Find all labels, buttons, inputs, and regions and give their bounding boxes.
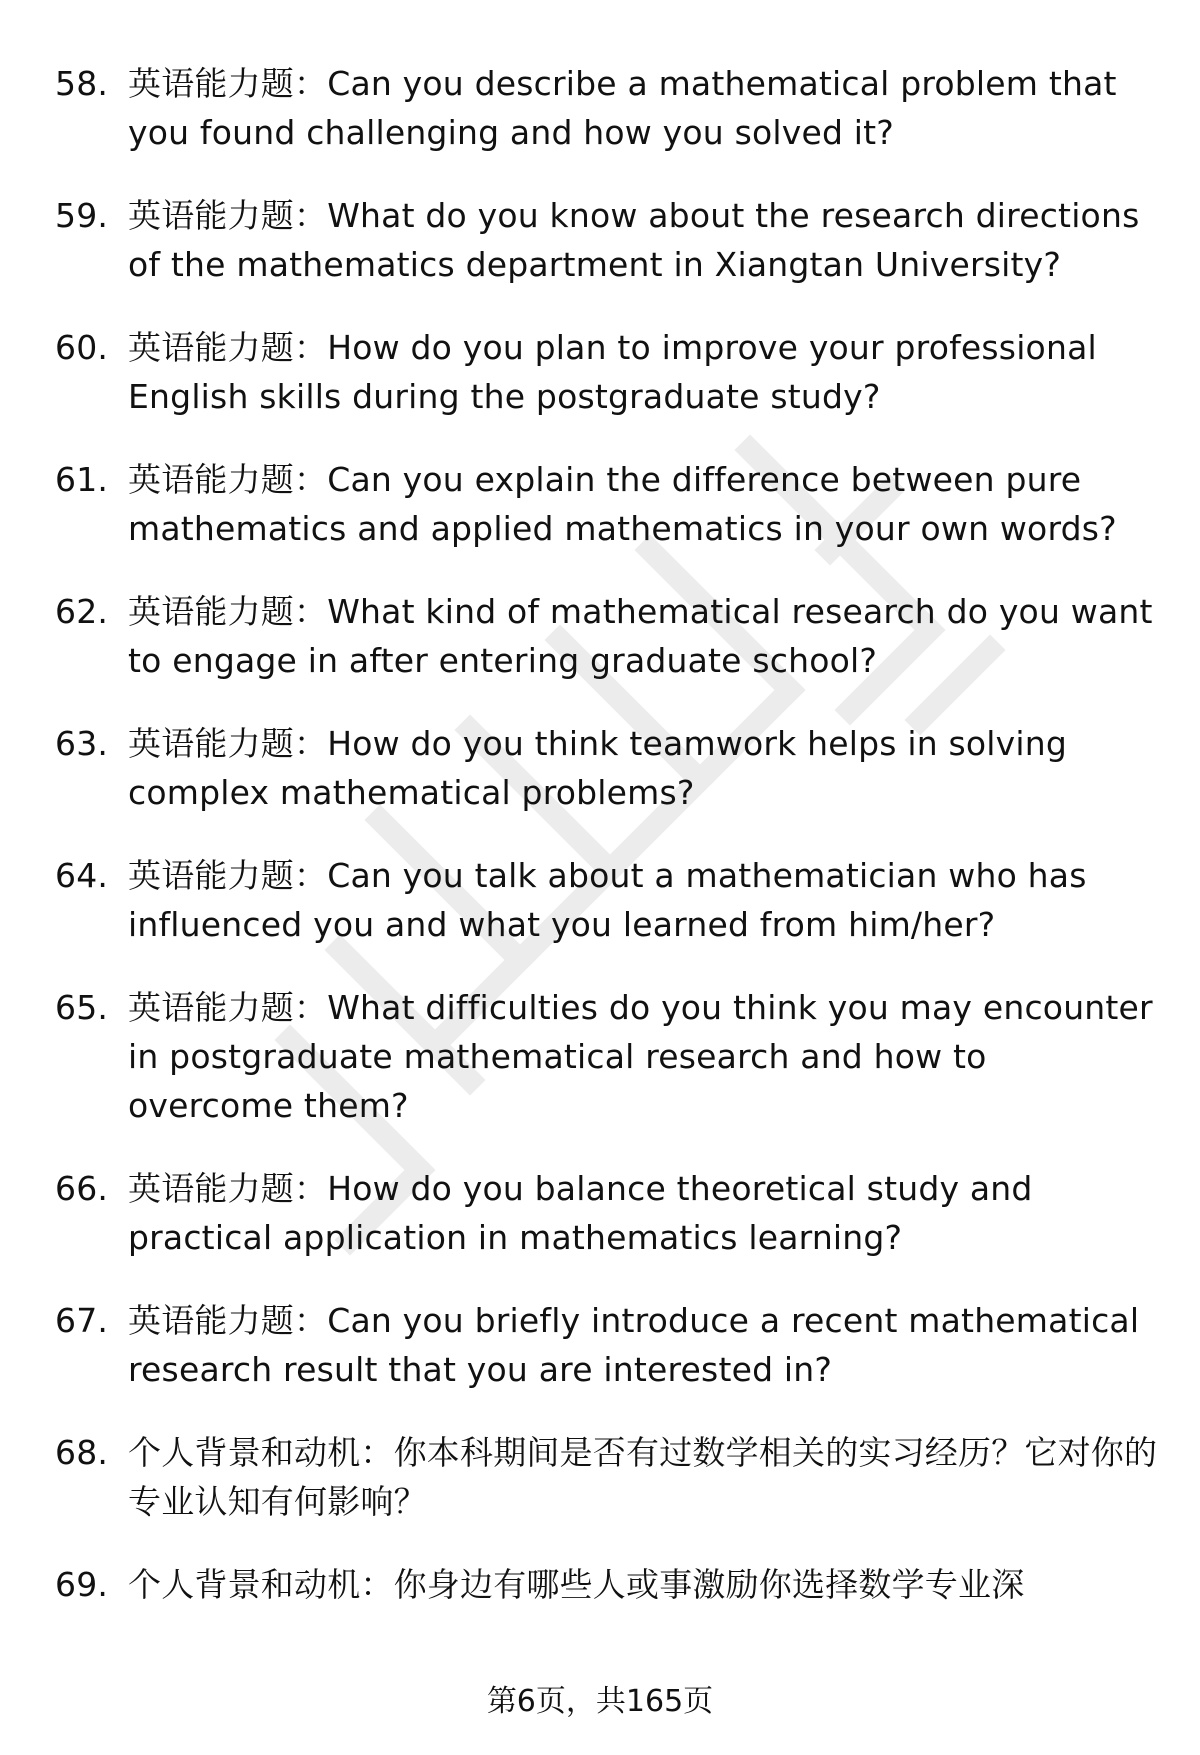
question-number: 68. <box>55 1433 109 1472</box>
question-number: 58. <box>55 64 109 103</box>
question-item <box>0 1560 1200 1609</box>
question-category: 英语能力题： <box>128 64 328 103</box>
question-category: 个人背景和动机： <box>128 1433 394 1472</box>
question-item <box>0 1428 1200 1526</box>
question-category: 英语能力题： <box>128 460 328 499</box>
question-category: 英语能力题： <box>128 724 328 763</box>
question-category: 英语能力题： <box>128 1301 328 1340</box>
question-number: 61. <box>55 460 109 499</box>
question-number: 65. <box>55 988 109 1027</box>
question-number: 67. <box>55 1301 109 1340</box>
question-number: 62. <box>55 592 109 631</box>
question-category: 英语能力题： <box>128 328 328 367</box>
question-number: 63. <box>55 724 109 763</box>
question-text: 你身边有哪些人或事激励你选择数学专业深 <box>393 1565 1025 1604</box>
question-item <box>0 1296 1200 1394</box>
question-item <box>0 191 1200 289</box>
question-category: 英语能力题： <box>128 856 328 895</box>
question-item <box>0 983 1200 1130</box>
question-text: What difficulties do you think you may encounter in postgraduate mathematical research and how to overcome them? <box>128 988 1153 1125</box>
question-item <box>0 1164 1200 1262</box>
page-number-footer: 第6页，共165页 <box>486 1684 714 1719</box>
question-item <box>0 455 1200 553</box>
question-item <box>0 851 1200 949</box>
question-number: 66. <box>55 1169 109 1208</box>
question-category: 英语能力题： <box>128 1169 328 1208</box>
question-text: Can you explain the difference between pure mathematics and applied mathematics in your own words? <box>128 460 1117 548</box>
question-number: 60. <box>55 328 109 367</box>
question-text: What kind of mathematical research do you want to engage in after entering graduate school? <box>128 592 1153 680</box>
question-category: 英语能力题： <box>128 592 328 631</box>
question-number: 69. <box>55 1565 109 1604</box>
question-text: What do you know about the research directions of the mathematics department in Xiangtan University? <box>128 196 1140 284</box>
question-text: How do you balance theoretical study and practical application in mathematics learning? <box>128 1169 1033 1257</box>
question-item <box>0 587 1200 685</box>
question-category: 英语能力题： <box>128 988 328 1027</box>
question-list <box>0 59 1200 1643</box>
question-text: How do you plan to improve your professional English skills during the postgraduate study? <box>128 328 1097 416</box>
question-category: 个人背景和动机： <box>128 1565 394 1604</box>
question-item <box>0 719 1200 817</box>
question-text: How do you think teamwork helps in solving complex mathematical problems? <box>128 724 1068 812</box>
question-number: 64. <box>55 856 109 895</box>
question-item <box>0 323 1200 421</box>
question-text: 你本科期间是否有过数学相关的实习经历？它对你的专业认知有何影响？ <box>128 1433 1158 1521</box>
question-text: Can you briefly introduce a recent mathematical research result that you are interested in? <box>128 1301 1140 1389</box>
question-text: Can you describe a mathematical problem that you found challenging and how you solved it? <box>128 64 1117 152</box>
question-number: 59. <box>55 196 109 235</box>
question-item <box>0 59 1200 157</box>
question-category: 英语能力题： <box>128 196 328 235</box>
question-text: Can you talk about a mathematician who has influenced you and what you learned from him/her? <box>128 856 1087 944</box>
